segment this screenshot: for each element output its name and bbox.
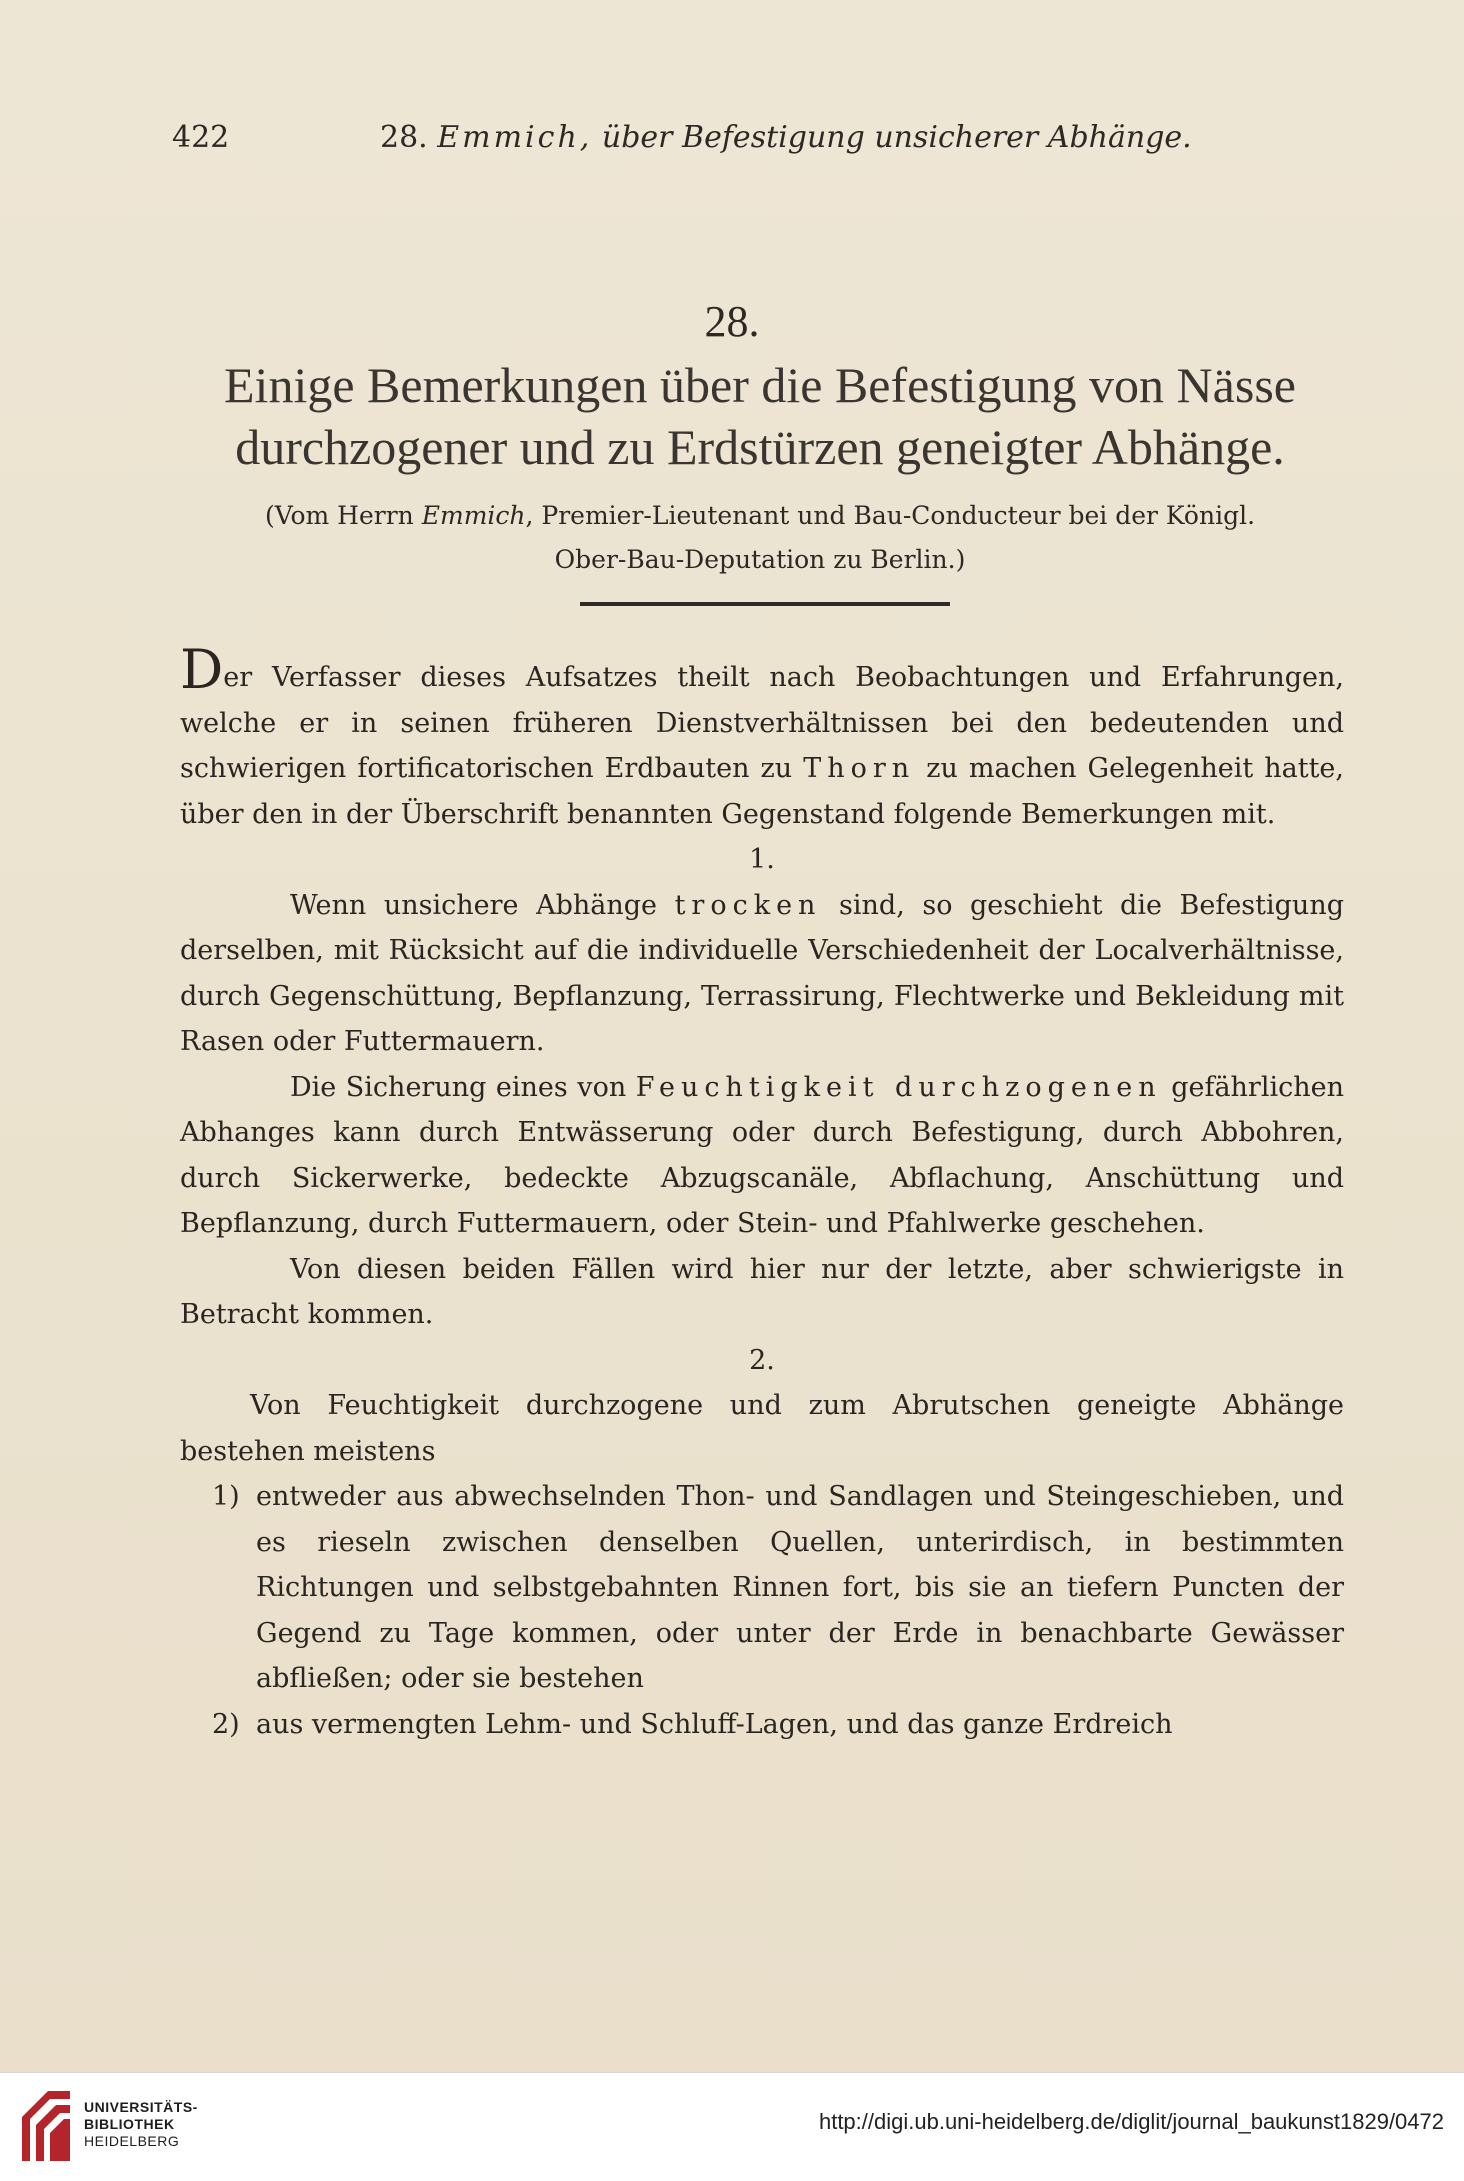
byline-author: Emmich bbox=[421, 501, 526, 530]
title-line-2: durchzogener und zu Erdstürzen geneigter Abhänge. bbox=[235, 419, 1285, 475]
byline bbox=[170, 494, 1350, 582]
running-head-title: über Befestigung unsicherer Abhänge. bbox=[601, 120, 1192, 155]
article-title bbox=[170, 354, 1350, 478]
section-2-number: 2. bbox=[749, 1344, 775, 1376]
permalink-url[interactable]: http://digi.ub.uni-heidelberg.de/diglit/journal_baukunst1829/0472 bbox=[818, 2109, 1444, 2134]
section-2-paragraph-1: Von Feuchtigkeit durchzogene und zum Abrutschen geneigte Abhänge bestehen meistens bbox=[180, 1390, 1344, 1467]
section-1-number: 1. bbox=[749, 844, 775, 875]
section-1-paragraph-1 bbox=[180, 883, 1344, 1065]
list-item-text: aus vermengten Lehm- und Schluff-Lagen, und das ganze Erdreich bbox=[256, 1708, 1173, 1740]
article-body bbox=[180, 638, 1344, 1747]
list-item-label: 1) bbox=[212, 1481, 240, 1512]
list-item bbox=[180, 1474, 1344, 1702]
s1p1-spaced: trocken bbox=[674, 889, 822, 921]
title-line-1: Einige Bemerkungen über die Befestigung von Nässe bbox=[224, 357, 1296, 413]
library-name-line-2: BIBLIOTHEK bbox=[84, 2116, 175, 2132]
s1p1-post: sind, so geschieht die Befestigung derselben, mit Rücksicht auf die individuelle Verschiedenheit der Localverhältnisse, durch Gegenschüttung, Bepflanzung, Terrassirung, Flechtwerke und Bekleidung mit Rasen oder Futtermauern. bbox=[180, 889, 1344, 1057]
list-item-text: entweder aus abwechselnden Thon- und Sandlagen und Steingeschieben, und es rieseln zwischen denselben Quellen, unterirdisch, in bestimmten Richtungen und selbstgebahnten Rinnen fort, bis sie an tiefern Puncten der Gegend zu Tage kommen, oder unter der Erde in benachbarte Gewässer abfließen; oder sie bestehen bbox=[256, 1481, 1344, 1694]
byline-line-1 bbox=[170, 494, 1350, 538]
s1p1-pre: Wenn unsichere Abhänge bbox=[290, 889, 657, 921]
s1p2-post: gefährlichen Abhanges kann durch Entwässerung oder durch Befestigung, durch Abbohren, durch Sickerwerke, bedeckte Abzugscanäle, Abflachung, Anschüttung und Bepflanzung, durch Futtermauern, oder Stein- und Pfahlwerke geschehen. bbox=[180, 1071, 1344, 1239]
intro-paragraph bbox=[180, 638, 1344, 837]
byline-pre: (Vom Herrn bbox=[264, 501, 414, 530]
byline-line-2: Ober-Bau-Deputation zu Berlin.) bbox=[554, 545, 966, 574]
library-logo-icon bbox=[18, 2087, 74, 2165]
byline-post: , Premier-Lieutenant und Bau-Conducteur bei der Königl. bbox=[525, 501, 1256, 530]
library-name-line-1: UNIVERSITÄTS- bbox=[84, 2099, 198, 2115]
drop-cap: D bbox=[180, 638, 224, 701]
intro-text: er Verfasser dieses Aufsatzes theilt nach Beobachtungen und Erfahrungen, welche er in seinen früheren Dienstverhältnissen bei den bedeutenden und schwierigen fortificatorischen Erdbauten zu bbox=[180, 662, 1344, 784]
viewer-footer bbox=[0, 2072, 1464, 2181]
running-head-chapter: 28. bbox=[380, 120, 428, 155]
list-item-label: 2) bbox=[212, 1708, 240, 1740]
library-name bbox=[84, 2099, 198, 2150]
running-head-author: Emmich, bbox=[437, 120, 593, 155]
title-divider bbox=[580, 602, 950, 606]
s1p2-spaced: Feuchtigkeit durchzogenen bbox=[635, 1071, 1162, 1103]
section-1-paragraph-2 bbox=[180, 1065, 1344, 1247]
page-number: 422 bbox=[172, 120, 230, 155]
list-item bbox=[180, 1702, 1344, 1748]
running-head-text bbox=[380, 120, 1192, 155]
section-1-paragraph-3: Von diesen beiden Fällen wird hier nur der letzte, aber schwierigste in Betracht kommen. bbox=[180, 1253, 1344, 1330]
intro-text-after: zu machen Gelegenheit hatte, über den in der Überschrift benannten Gegenstand folgende Bemerkungen mit. bbox=[180, 753, 1344, 830]
chapter-number: 28. bbox=[704, 297, 760, 346]
intro-place: Thorn bbox=[803, 753, 916, 784]
s1p2-pre: Die Sicherung eines von bbox=[290, 1071, 627, 1103]
running-head bbox=[172, 120, 1192, 160]
library-name-line-3: HEIDELBERG bbox=[84, 2133, 180, 2149]
